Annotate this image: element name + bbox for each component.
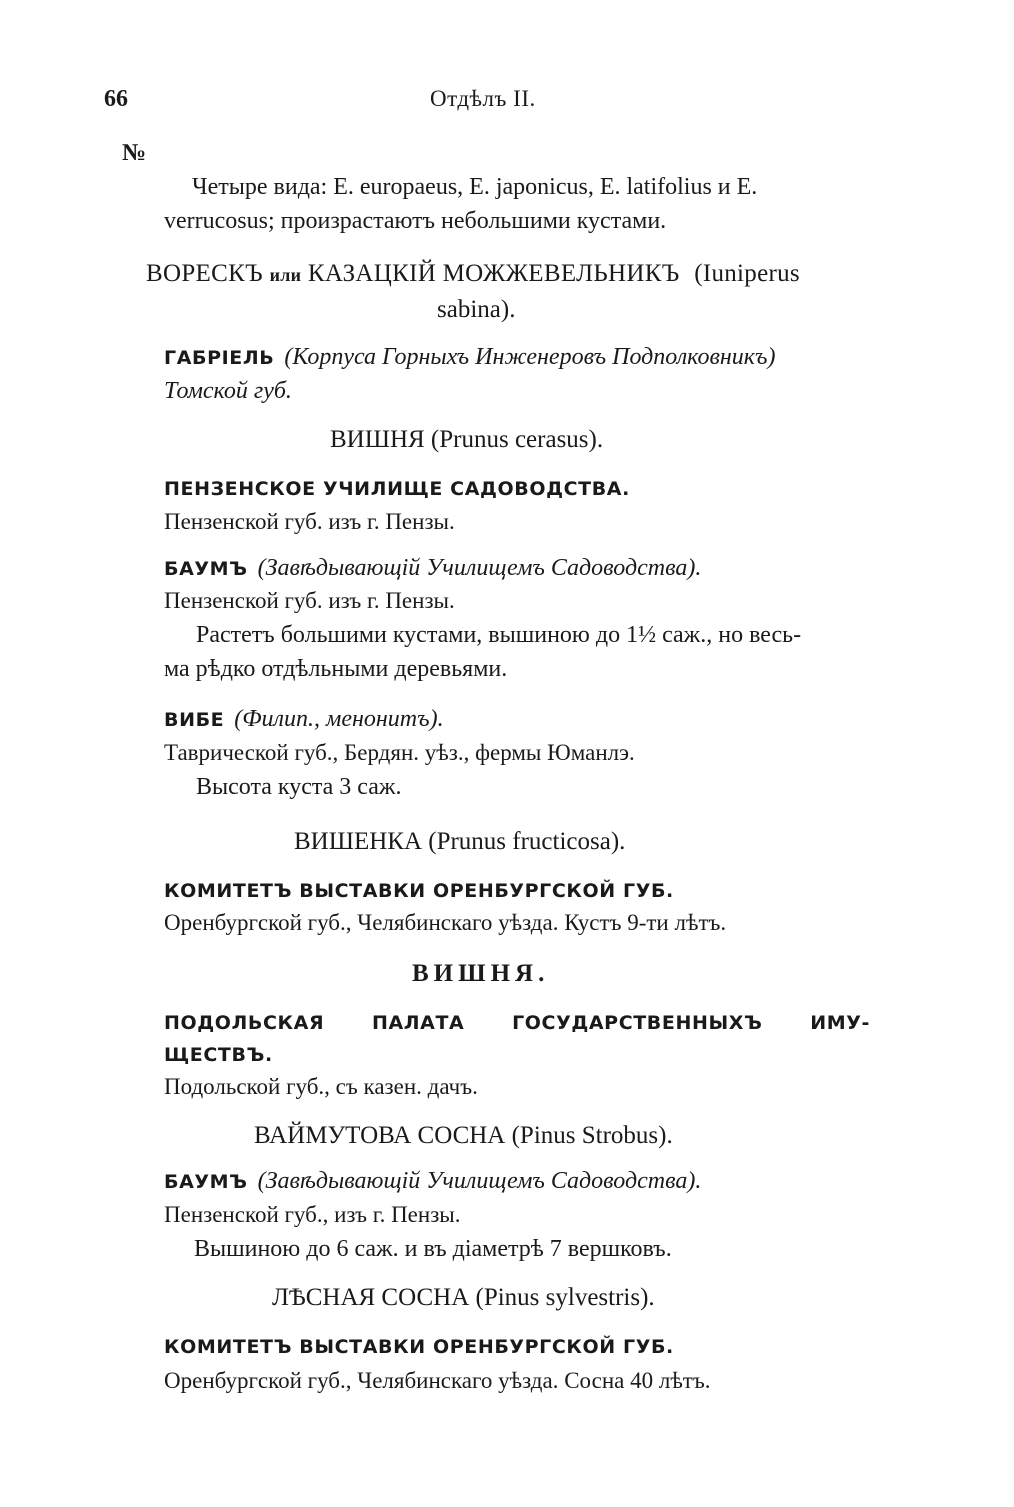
entry-gabriel: [164, 344, 775, 371]
exhibitor-word: ПАЛАТА: [371, 1012, 465, 1034]
number-sign: №: [122, 140, 147, 166]
section-heading-vaymutova-sosna: ВАЙМУТОВА СОСНА (Pinus Strobus).: [254, 1122, 673, 1149]
intro-line-1: [192, 174, 870, 201]
page-number: 66: [104, 86, 128, 112]
exhibitor-role: (Завѣдывающій Училищемъ Садоводства).: [257, 555, 702, 581]
exhibitor-word: ИМУ-: [810, 1012, 870, 1034]
section-heading-lesnaya-sosna: ЛѢСНАЯ СОСНА (Pinus sylvestris).: [272, 1284, 655, 1311]
exhibitor-word: ГОСУДАРСТВЕННЫХЪ: [512, 1012, 763, 1034]
note-baum-line-1: Растетъ большими кустами, вышиною до 1½ саж., но весь-: [196, 622, 802, 648]
heading-latin: (Iuniperus: [694, 260, 800, 287]
location-penza-1: Пензенской губ. изъ г. Пензы.: [164, 509, 455, 534]
exhibitor-orenburg-committee-1: КОМИТЕТЪ ВЫСТАВКИ ОРЕНБУРГСКОЙ ГУБ.: [164, 880, 674, 902]
exhibitor-orenburg-committee-2: КОМИТЕТЪ ВЫСТАВКИ ОРЕНБУРГСКОЙ ГУБ.: [164, 1336, 674, 1358]
exhibitor-name: ГАБРІЕЛЬ: [164, 347, 275, 369]
intro-line-2: verrucosus; произрастаютъ небольшими кустами.: [164, 208, 667, 234]
exhibitor-role: (Корпуса Горныхъ Инженеровъ Подполковникъ): [284, 344, 776, 370]
exhibitor-name: БАУМЪ: [164, 1171, 248, 1193]
note-baum-2: Вышиною до 6 саж. и въ діаметрѣ 7 вершковъ.: [194, 1236, 672, 1262]
section-heading-vishenka: ВИШЕНКА (Prunus fructicosa).: [294, 828, 626, 855]
location-penza-2: Пензенской губ. изъ г. Пензы.: [164, 588, 455, 613]
entry-wiebe: [164, 706, 444, 733]
heading-name: ВОРЕСКЪ: [146, 260, 264, 287]
exhibitor-penza-school: ПЕНЗЕНСКОЕ УЧИЛИЩЕ САДОВОДСТВА.: [164, 478, 630, 500]
running-head: Отдѣлъ II.: [430, 86, 536, 111]
heading-conjunction: или: [269, 265, 302, 285]
exhibitor-name: ВИБЕ: [164, 709, 225, 731]
location-tauride: Таврической губ., Бердян. уѣз., фермы Юманлэ.: [164, 740, 635, 765]
exhibitor-podolsk-chamber-line-1: [164, 1012, 870, 1034]
note-wiebe: Высота куста 3 саж.: [196, 774, 402, 800]
section-heading-vishnya-cerasus: ВИШНЯ (Prunus cerasus).: [330, 426, 604, 453]
location-orenburg-2: Оренбургской губ., Челябинскаго уѣзда. Сосна 40 лѣтъ.: [164, 1368, 711, 1393]
exhibitor-name: БАУМЪ: [164, 558, 248, 580]
heading-rest: КАЗАЦКІЙ МОЖЖЕВЕЛЬНИКЪ: [307, 260, 680, 287]
location-orenburg-1: Оренбургской губ., Челябинскаго уѣзда. Кустъ 9-ти лѣтъ.: [164, 910, 727, 935]
section-heading-voresk: [146, 260, 800, 288]
note-baum-line-2: ма рѣдко отдѣльными деревьями.: [164, 656, 508, 682]
entry-baum-1: [164, 555, 701, 582]
section-heading-vishnya: ВИШНЯ.: [412, 960, 550, 987]
exhibitor-podolsk-chamber-line-2: ЩЕСТВЪ.: [164, 1044, 273, 1066]
intro-line-1-text: Четыре вида: E. europaeus, E. japonicus, E. latifolius и E.: [192, 174, 758, 200]
exhibitor-role-cont: Томской губ.: [164, 378, 292, 404]
exhibitor-word: ПОДОЛЬСКАЯ: [164, 1012, 325, 1034]
location-penza-3: Пензенской губ., изъ г. Пензы.: [164, 1202, 461, 1227]
exhibitor-role: (Филип., менонитъ).: [234, 706, 444, 732]
location-podolsk: Подольской губ., съ казен. дачъ.: [164, 1074, 478, 1099]
section-heading-voresk-latin-cont: sabina).: [437, 296, 516, 323]
entry-baum-2: [164, 1168, 701, 1195]
exhibitor-role: (Завѣдывающій Училищемъ Садоводства).: [257, 1168, 702, 1194]
